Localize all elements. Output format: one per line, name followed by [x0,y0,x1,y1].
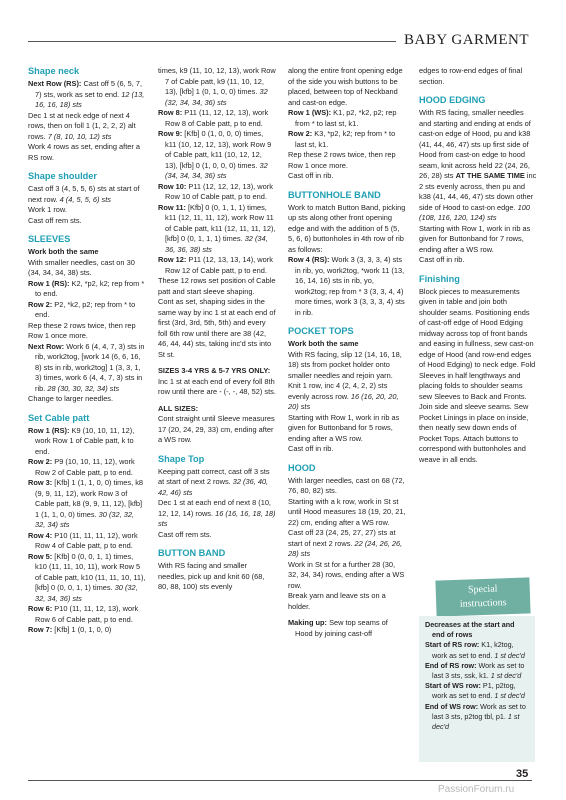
section-heading: Shape shoulder [28,171,97,181]
body-text: P10 (11, 11, 11, 12), work Row 4 of Cable patt, p to end. [35,530,138,550]
text-paragraph [28,300,146,321]
section-heading: HOOD EDGING [419,95,486,105]
text-paragraph [28,205,146,216]
bold-label: Work both the same [288,339,359,348]
column-3 [288,66,406,639]
body-text: With RS facing and smaller needles, pick up and knit 60 (68, 80, 88, 100) sts evenly [158,561,265,591]
bold-label: Start of WS row: [425,681,481,691]
body-text: [Kfb] 0 (1, 0, 0, 0) times, k11 (10, 12, 12, 13), work Row 9 of Cable patt, k11 (10, 12, 12, 13), [kfb] 0 (1, 0, 0, 0) times. [165,129,272,170]
text-paragraph [158,561,276,593]
watermark: PassionForum.ru [438,784,515,795]
body-text: Work 1 row. [28,205,67,214]
body-text: Sew top seams of Hood by joining cast-off [295,618,388,638]
bold-label: Row 1 (RS): [28,278,70,288]
bold-label: Row 2: [28,299,53,309]
stitch-count: 30 (32, 32, 34, 36) sts [35,583,138,603]
body-text: along the entire front opening edge of the side you wish buttons to be placed, between top of Neckband and cast-on edge. [288,66,403,107]
text-paragraph [425,702,529,733]
text-paragraph [288,528,406,560]
stitch-count: 1 st dec'd [432,711,520,732]
body-text: Cast off rem sts. [158,529,212,539]
body-text: Dec 1 st at neck edge of next 4 rows, then on foll 1 (1, 2, 2, 2) alt rows. [28,110,136,141]
bold-label: Next Row (RS): [28,79,82,88]
text-paragraph [288,381,406,413]
text-paragraph [158,108,276,129]
text-paragraph [158,366,276,377]
bold-label: Row 3: [28,478,53,487]
stitch-count: 4 (4, 5, 5, 6) sts [59,194,111,204]
text-paragraph [419,287,537,466]
text-paragraph [425,620,529,640]
text-paragraph [419,66,537,87]
text-paragraph [28,604,146,625]
text-paragraph [28,321,146,342]
special-instructions-tab [435,577,530,616]
text-paragraph [28,184,146,205]
bold-text: AT THE SAME TIME [455,171,525,180]
bold-label: Row 10: [158,181,187,191]
bold-label: Making up: [288,618,328,627]
body-text: P2, *k2, p2; rep from * to end. [35,299,136,319]
bold-label: Row 4 (RS): [288,255,330,264]
text-paragraph [158,467,276,499]
body-text: With RS facing, smaller needles and starting and ending at ends of cast-on edge of Hood, pu and k38 (41, 44, 46, 47) sts up first side of Hood from cast-on edge to hood seam, knit across held 22 (24, 26, 26, 28) sts [419,108,531,180]
text-paragraph [158,377,276,398]
body-text: P9 (10, 10, 11, 12), work Row 2 of Cable patt, p to end. [35,457,135,477]
stitch-count: 32 (34, 36, 36, 38) sts [165,234,268,254]
stitch-count: 28 (30, 30, 32, 34) sts [47,383,120,393]
text-paragraph [288,591,406,612]
body-text: Starting with a k row, work in St st until Hood measures 18 (19, 20, 21, 22) cm, ending after a WS row. [288,496,406,527]
text-paragraph [28,247,146,258]
section-heading: BUTTON BAND [158,548,226,558]
text-paragraph [288,618,406,639]
section-heading: HOOD [288,462,316,473]
body-text: inc 2 sts evenly across, then pu and k38 (41, 44, 46, 47) sts down other side of Hood to cast-on edge. [419,171,537,212]
text-paragraph [158,66,276,108]
text-paragraph [288,108,406,129]
text-paragraph [158,129,276,182]
section-heading: POCKET TOPS [288,326,354,336]
body-text: Work in St st for a further 28 (30, 32, 34, 34) rows, ending after a WS row. [288,559,405,590]
page-number: 35 [516,768,529,780]
body-text: Inc 1 st at each end of every foll 8th row until there are - (-, -, 48, 52) sts. [158,376,276,396]
text-paragraph [158,203,276,256]
bold-label: Row 12: [158,255,187,264]
body-text: Work as set to last 3 sts, p2tog tbl, p1. [432,701,526,721]
body-text: [Kfb] 1 (0, 1, 0, 0) [52,625,112,634]
stitch-count: 32 (32, 34, 34, 36) sts [165,87,268,107]
stitch-count: 16 (16, 20, 20, 20) sts [288,391,399,411]
text-paragraph [288,560,406,592]
body-text: P10 (11, 11, 12, 13), work Row 6 of Cable patt, p to end. [35,604,139,624]
body-text: Cont straight until Sleeve measures 17 (20, 24, 29, 33) cm, ending after a WS row. [158,414,275,444]
stitch-count: 16 (16, 16, 18, 18) sts [158,508,276,528]
section-heading: Shape neck [28,66,80,76]
text-paragraph [288,255,406,318]
bold-label: Row 11: [158,202,186,212]
stitch-count: 1 st dec'd [490,671,522,681]
text-paragraph [158,297,276,360]
text-paragraph [28,79,146,111]
bold-label: Row 9: [158,129,183,138]
section-heading: Shape Top [158,453,205,464]
body-text: Cast off 3 (4, 5, 5, 6) sts at start of next row. [28,184,140,204]
special-title-line2: instructions [459,597,507,610]
bold-label: Row 2: [28,457,53,466]
text-paragraph [425,661,529,681]
column-2 [158,66,276,593]
special-title-line1: Special [467,583,498,596]
body-text: Break yarn and leave sts on a holder. [288,591,386,611]
text-paragraph [28,279,146,300]
text-paragraph [288,171,406,182]
text-paragraph [425,640,529,660]
stitch-count: 22 (24, 26, 26, 28) sts [288,538,403,558]
text-paragraph [158,404,276,415]
special-instructions-content [419,616,535,736]
body-text: [Kfb] 0 (0, 1, 1, 1) times, k11 (12, 11, 11, 12), work Row 11 of Cable patt, k11 (12, 11, 11, 12), [kfb] 0 (0, 1, 1, 1) times. [165,202,276,243]
text-paragraph [288,66,406,108]
section-heading: SLEEVES [28,234,71,244]
text-paragraph [28,426,146,458]
body-text: P11 (12, 13, 13, 14), work Row 12 of Cable patt, p to end. [165,255,273,275]
bold-label: Row 8: [158,108,183,117]
body-text: [Kfb] 0 (0, 0, 1, 1) times, k10 (11, 11, 10, 11), work Row 5 of Cable patt, k10 (11, 11, 10, 11), [kfb] 0 (0, 0, 1, 1) times. [35,551,146,592]
text-paragraph [28,216,146,227]
bold-label: Start of RS row: [425,640,480,650]
text-paragraph [158,255,276,276]
body-text: edges to row-end edges of final section. [419,66,523,86]
body-text: Cast off in rib. [288,444,334,453]
body-text: Work 6 (4, 4, 7, 3) sts in rib, work2tog, [work 14 (6, 6, 16, 8) sts in rib, work2tog] 1 (3, 3, 1, 3) times, work 6 (4, 4, 7, 3) sts in rib. [35,341,145,393]
body-text: Rep these 2 rows twice, then rep Row 1 once more. [288,150,396,170]
stitch-count: 7 (8, 10, 10, 12) sts [47,131,112,141]
section-title: BABY GARMENT [404,32,530,48]
stitch-count: 100 (108, 116, 120, 124) sts [419,202,530,222]
body-text: P1, p2tog, work as set to end. [432,681,516,701]
section-heading: Finishing [419,273,460,284]
text-paragraph [28,457,146,478]
stitch-count: 30 (32, 32, 32, 34) sts [35,509,135,529]
bold-label: End of WS row: [425,701,479,711]
text-paragraph [158,276,276,297]
body-text: Starting with Row 1, work in rib as given for Buttonband for 7 rows, ending after a WS row. [419,223,531,254]
text-paragraph [288,413,406,445]
text-paragraph [288,350,406,382]
body-text: Cast off 5 (6, 5, 7, 7) sts, work as set to end. [35,79,143,99]
bold-label: ALL SIZES: [158,403,199,413]
section-heading: Set Cable patt [28,412,90,423]
stitch-count: 32 (34, 34, 34, 36) sts [165,160,268,180]
bold-label: SIZES 3-4 YRS & 5-7 YRS ONLY: [158,366,271,375]
body-text: Change to larger needles. [28,394,114,403]
text-paragraph [288,444,406,455]
text-paragraph [28,342,146,395]
body-text: Cast off in rib. [288,171,334,180]
text-paragraph [419,224,537,256]
bold-label: Row 4: [28,530,53,540]
text-paragraph [158,182,276,203]
body-text: Cast off 23 (24, 25, 27, 27) sts at start of next 2 rows. [288,528,396,548]
body-text: Cast off in rib. [419,255,465,264]
text-paragraph [28,478,146,531]
body-text: Block pieces to measurements given in table and join both shoulder seams. Positioning ends of cast-off edge of Hood Edging midway across top of front bands and easing in fullness, sew cast-on edge of Hood (and row-end edges of Hood Edging) to neck edge. Fold Sleeves in half lengthways and placing folds to shoulder seams sew Sleeves to Back and Fronts. Join side and sleeve seams. Sew Pocket Linings in place on inside, then neatly sew down ends of Pocket Tops. Attach buttons to correspond with buttonholes and weave in all ends. [419,286,536,464]
text-paragraph [28,531,146,552]
body-text: Starting with Row 1, work in rib as given for Buttonband for 5 rows, ending after a WS row. [288,412,400,443]
text-paragraph [288,339,406,350]
text-paragraph [288,497,406,529]
bold-label: Decreases at the start and end of rows [425,620,515,640]
body-text: K1, k2tog, work as set to end. [432,640,514,660]
body-text: Work to match Button Band, picking up sts along other front opening edge and with the addition of 5 (5, 5, 6, 6) buttonholes in 4th row of rib as follows: [288,202,406,254]
body-text: Keeping patt correct, cast off 3 sts at start of next 2 rows. [158,466,270,486]
body-text: K1, p2, *k2, p2; rep from * to last st, k1. [295,108,397,128]
special-instructions-box [419,616,535,762]
body-text: Work 4 rows as set, ending after a RS row. [28,142,141,162]
body-text: Dec 1 st at each end of next 8 (10, 12, 12, 14) rows. [158,498,271,518]
section-heading: BUTTONHOLE BAND [288,189,381,200]
column-4 [419,66,537,465]
body-text: These 12 rows set position of Cable patt and start sleeve shaping. [158,276,276,296]
text-paragraph [28,394,146,405]
body-text: K3, *p2, k2; rep from * to last st, k1. [295,129,396,149]
body-text: K9 (10, 10, 11, 12), work Row 1 of Cable patt, k to end. [35,425,135,456]
bold-label: Row 1 (WS): [288,108,332,117]
body-text: With RS facing, slip 12 (14, 16, 18, 18) sts from pocket holder onto smaller needles and rejoin yarn. [288,349,402,380]
text-paragraph [419,108,537,224]
bold-label: Work both the same [28,247,99,256]
text-paragraph [28,552,146,605]
body-text: [Kfb] 1 (1, 1, 0, 0) times, k8 (9, 9, 11, 12), work Row 3 of Cable patt, k8 (9, 9, 11, 12), [kfb] 1 (1, 1, 0, 0) times. [35,478,144,519]
bold-label: End of RS row: [425,660,477,670]
text-paragraph [28,625,146,636]
text-paragraph [158,498,276,530]
body-text: Knit 1 row, inc 4 (2, 4, 2, 2) sts evenly across row. [288,381,388,401]
text-paragraph [288,203,406,256]
body-text: Work as set to last 3 sts, ssk, k1. [432,660,525,681]
body-text: Cont as set, shaping sides in the same way by inc 1 st at each end of first (3rd, 3rd, 5th, 5th) and every foll 6th row until there are 38 (42, 46, 44, 44) sts, taking inc'd sts into St st. [158,297,276,359]
body-text: P11 (11, 12, 12, 13), work Row 8 of Cable patt, p to end. [165,108,269,128]
body-text: times, k9 (11, 10, 12, 13), work Row 7 of Cable patt, k9 (11, 10, 12, 13), [kfb] 1 (0, 1, 0, 0) times. [158,66,276,96]
header-rule [28,41,396,42]
text-paragraph [158,414,276,446]
stitch-count: 12 (13, 16, 16, 18) sts [35,89,145,109]
text-paragraph [158,530,276,541]
text-paragraph [28,142,146,163]
text-paragraph [425,681,529,701]
bold-label: Next Row: [28,341,65,351]
text-paragraph [419,255,537,266]
bold-label: Row 6: [28,604,53,613]
body-text: P11 (12, 12, 12, 13), work Row 10 of Cable patt, p to end. [165,181,273,201]
bold-label: Row 7: [28,625,53,634]
body-text: Cast off rem sts. [28,215,82,225]
stitch-count: 32 (36, 40, 42, 46) sts [158,477,269,497]
body-text: Rep these 2 rows twice, then rep Row 1 once more. [28,320,136,340]
bold-label: Row 2: [288,129,313,138]
text-paragraph [288,129,406,150]
text-paragraph [288,150,406,171]
body-text: Work 3 (3, 3, 3, 4) sts in rib, yo, work2tog, *work 11 (13, 16, 14, 16) sts in rib, yo, work2tog; rep from * 3 (3, 3, 4, 4) more times, work 3 (3, 3, 3, 4) sts in rib. [295,255,405,317]
text-paragraph [28,111,146,143]
body-text: With larger needles, cast on 68 (72, 76, 80, 82) sts. [288,475,405,495]
stitch-count: 1 st dec'd [494,691,525,701]
body-text: With smaller needles, cast on 30 (34, 34, 34, 38) sts. [28,257,135,277]
footer-rule [28,780,532,781]
body-text: K2, *p2, k2; rep from * to end. [35,278,145,298]
bold-label: Row 5: [28,551,53,561]
text-paragraph [28,258,146,279]
bold-label: Row 1 (RS): [28,425,70,435]
stitch-count: 1 st dec'd [494,650,525,660]
text-paragraph [288,476,406,497]
column-1 [28,66,146,636]
